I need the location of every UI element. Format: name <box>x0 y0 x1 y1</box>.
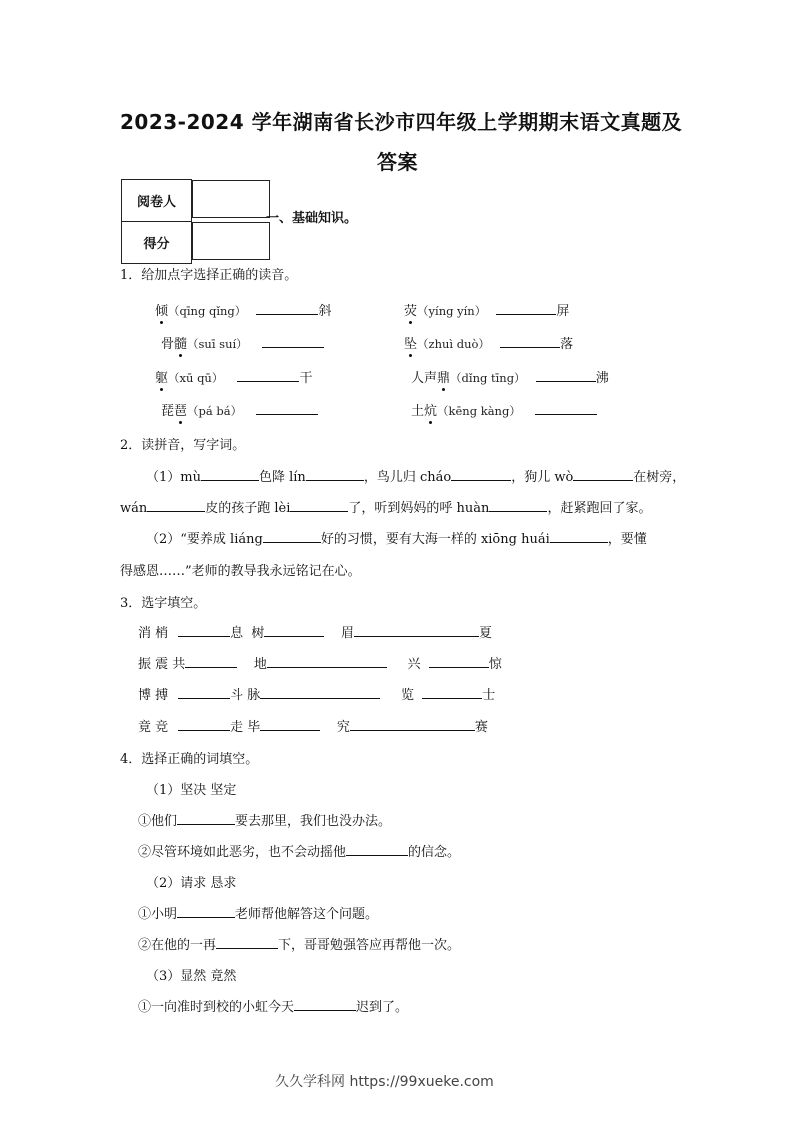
score-label: 得分 <box>122 222 192 264</box>
q3-row: 博 搏 斗 脉 览 士 <box>138 684 495 703</box>
answer-blank[interactable] <box>263 528 321 543</box>
answer-blank[interactable] <box>178 622 230 637</box>
answer-blank[interactable] <box>350 716 475 731</box>
answer-blank[interactable] <box>147 497 205 512</box>
answer-blank[interactable] <box>429 653 489 668</box>
answer-blank[interactable] <box>178 684 230 699</box>
page-title-line2: 答案 <box>377 150 418 174</box>
answer-blank[interactable] <box>177 903 235 918</box>
answer-blank[interactable] <box>535 400 597 415</box>
question-4-prompt: 4．选择正确的词填空。 <box>120 752 259 767</box>
score-table <box>121 179 271 264</box>
answer-blank[interactable] <box>201 466 259 481</box>
section-heading: 一、基础知识。 <box>266 211 358 226</box>
q2-paragraph-1-line-2: wán 皮的孩子跑 lèi 了，听到妈妈的呼 huàn ，赶紧跑回了家。 <box>120 497 651 516</box>
answer-blank[interactable] <box>256 400 318 415</box>
q3-row: 振 震 共 地 兴 惊 <box>138 653 502 672</box>
answer-blank[interactable] <box>354 622 479 637</box>
answer-blank[interactable] <box>422 684 482 699</box>
answer-blank[interactable] <box>216 934 278 949</box>
q1-item: 骨髓（suī suí） <box>161 333 324 352</box>
score-cell[interactable] <box>192 222 270 260</box>
page-title-line1: 2023-2024 学年湖南省长沙市四年级上学期期末语文真题及 <box>120 110 683 134</box>
q1-item: 倾（qīng qǐng） 斜 <box>155 300 331 319</box>
q4-sentence: ①小明 老师帮他解答这个问题。 <box>138 903 378 922</box>
q4-sentence: ①一向准时到校的小虹今天 迟到了。 <box>138 996 408 1015</box>
answer-blank[interactable] <box>536 367 596 382</box>
answer-blank[interactable] <box>306 466 364 481</box>
q1-item: 躯（xū qū） 干 <box>155 367 313 386</box>
answer-blank[interactable] <box>264 622 324 637</box>
answer-blank[interactable] <box>177 810 235 825</box>
q4-group-3-options: （3）显然 竟然 <box>146 969 237 984</box>
q1-item: 土炕（kēng kàng） <box>411 400 597 419</box>
answer-blank[interactable] <box>500 333 560 348</box>
answer-blank[interactable] <box>185 653 237 668</box>
q1-item: 坠（zhuì duò） 落 <box>404 333 573 352</box>
q2-paragraph-2-line-2: 得感恩……”老师的教导我永远铭记在心。 <box>120 564 361 579</box>
q4-group-2-options: （2）请求 恳求 <box>146 876 237 891</box>
reviewer-cell[interactable] <box>192 180 270 218</box>
answer-blank[interactable] <box>550 528 608 543</box>
answer-blank[interactable] <box>290 497 348 512</box>
footer-watermark: 久久学科网 https://99xueke.com <box>275 1074 494 1090</box>
q3-row: 消 梢 息 树 眉 夏 <box>138 622 492 641</box>
answer-blank[interactable] <box>496 300 556 315</box>
answer-blank[interactable] <box>262 333 324 348</box>
answer-blank[interactable] <box>178 716 230 731</box>
answer-blank[interactable] <box>256 300 318 315</box>
answer-blank[interactable] <box>260 716 320 731</box>
reviewer-label: 阅卷人 <box>122 180 192 222</box>
answer-blank[interactable] <box>294 996 356 1011</box>
answer-blank[interactable] <box>489 497 547 512</box>
q2-paragraph-2-line-1: （2）“要养成 liáng 好的习惯，要有大海一样的 xiōng huái ，要懂 <box>146 528 647 547</box>
q4-sentence: ①他们 要去那里，我们也没办法。 <box>138 810 391 829</box>
q4-group-1-options: （1）坚决 坚定 <box>146 783 237 798</box>
q2-paragraph-1-line-1: （1）mù 色降 lín ，鸟儿归 cháo ，狗儿 wò 在树旁， <box>146 466 685 485</box>
question-1-prompt: 1．给加点字选择正确的读音。 <box>120 268 298 283</box>
q4-sentence: ②在他的一再 下，哥哥勉强答应再帮他一次。 <box>138 934 460 953</box>
answer-blank[interactable] <box>267 653 387 668</box>
q1-item: 琵琶（pá bá） <box>161 400 318 419</box>
question-2-prompt: 2．读拼音，写字词。 <box>120 438 246 453</box>
q4-sentence: ②尽管环境如此恶劣，也不会动摇他 的信念。 <box>138 841 460 860</box>
answer-blank[interactable] <box>237 367 299 382</box>
question-3-prompt: 3．选字填空。 <box>120 596 207 611</box>
answer-blank[interactable] <box>346 841 408 856</box>
answer-blank[interactable] <box>260 684 380 699</box>
answer-blank[interactable] <box>451 466 511 481</box>
q1-item: 人声鼎（dǐng tīng） 沸 <box>411 367 609 386</box>
q3-row: 竟 竞 走 毕 究 赛 <box>138 716 488 735</box>
q1-item: 荧（yíng yín） 屏 <box>404 300 569 319</box>
answer-blank[interactable] <box>573 466 633 481</box>
